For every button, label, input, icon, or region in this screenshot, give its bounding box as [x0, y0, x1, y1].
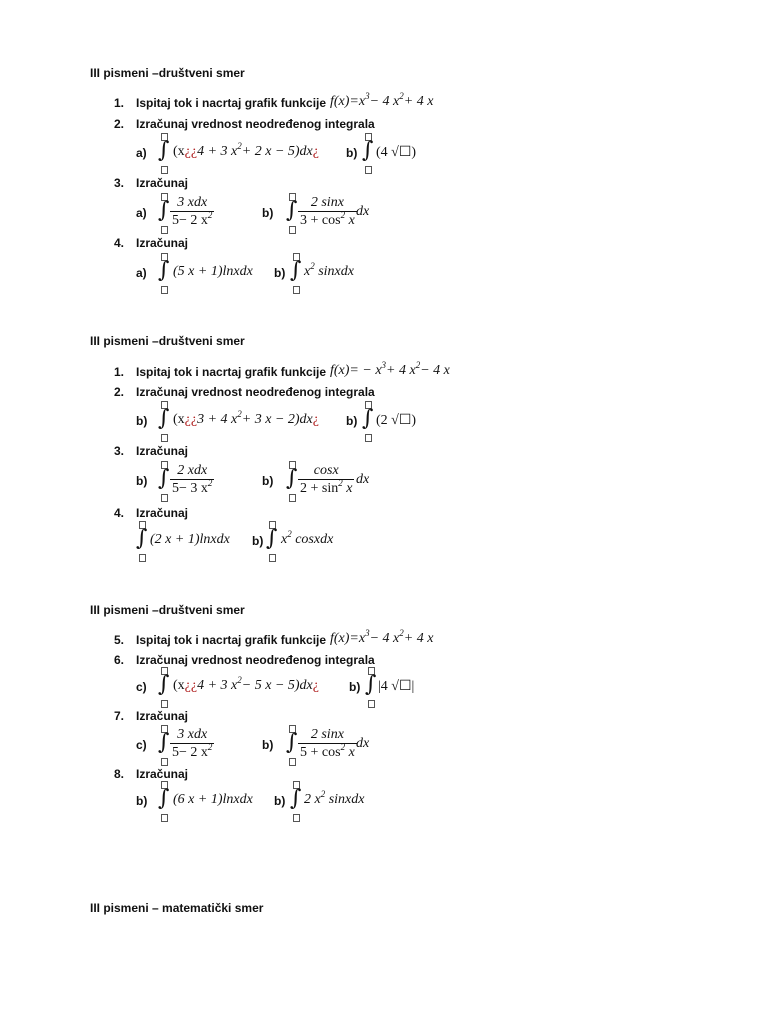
s3-item-7-text: Izračunaj: [136, 709, 189, 723]
s1-item-4-text: Izračunaj: [136, 236, 189, 250]
s2-item-2-number: 2.: [113, 385, 124, 399]
s2-item-2-text: Izračunaj vrednost neodređenog integrala: [136, 385, 375, 399]
s1-4b-label: b): [274, 266, 286, 280]
s2-2b-integrand: (2 √☐): [376, 413, 417, 428]
s3-item-7-number: 7.: [113, 709, 124, 723]
s1-2a-integrand: (x¿¿4 + 3 $x^2+ 2$ x − 5)dx¿: [173, 141, 319, 159]
s2-2a-label: b): [136, 414, 148, 428]
s1-item-4-number: 4.: [113, 236, 124, 250]
integral-icon: ∫: [158, 458, 170, 504]
section-1-heading: III pismeni –društveni smer: [90, 66, 245, 80]
section-4-heading: III pismeni – matematički smer: [90, 901, 264, 915]
s3-8b-label: b): [274, 794, 286, 808]
s3-6b-integrand: |4 √☐|: [378, 679, 415, 694]
s3-6a-integrand: (x¿¿4 + 3 $x^2- 5$ x − 5)dx¿: [173, 675, 319, 693]
s3-7b-fraction: $\frac{2 \sin x}{5 + \cos^2 x}$: [300, 727, 355, 760]
s2-4a-integrand: (2 x + 1)lnxdx: [150, 532, 230, 547]
s1-3b-differential: dx: [356, 204, 370, 219]
integral-icon: ∫: [290, 250, 302, 296]
section-2-heading: III pismeni –društveni smer: [90, 334, 245, 348]
s1-3a-label: a): [136, 206, 147, 220]
s3-item-5-number: 5.: [113, 633, 124, 647]
s2-2a-integrand: (x¿¿3 + 4 $x^2+ 3$ x − 2)dx¿: [173, 409, 319, 427]
s3-item-8-number: 8.: [113, 767, 124, 781]
s1-2b-label: b): [346, 146, 358, 160]
integral-icon: ∫: [158, 130, 170, 176]
s1-4a-label: a): [136, 266, 147, 280]
s1-item-2-number: 2.: [113, 117, 124, 131]
s3-item-5-text: Ispitaj tok i nacrtaj grafik funkcije: [136, 633, 327, 647]
s1-2b-integrand: (4 √☐): [376, 145, 417, 160]
integral-icon: ∫: [266, 518, 278, 564]
s2-function-expression: $f(x)= - x^3+ 4$ $x^2- 4$ x: [330, 360, 450, 378]
s2-3a-label: b): [136, 474, 148, 488]
integral-icon: ∫: [286, 722, 298, 768]
s2-item-4-text: Izračunaj: [136, 506, 189, 520]
s2-item-3-text: Izračunaj: [136, 444, 189, 458]
s1-2a-label: a): [136, 146, 147, 160]
integral-icon: ∫: [365, 664, 377, 710]
integral-icon: ∫: [158, 190, 170, 236]
s1-item-3-text: Izračunaj: [136, 176, 189, 190]
s3-item-6-number: 6.: [113, 653, 124, 667]
s1-item-1-text: Ispitaj tok i nacrtaj grafik funkcije: [136, 96, 327, 110]
s3-7a-label: c): [136, 738, 147, 752]
s2-3b-differential: dx: [356, 472, 370, 487]
s2-4b-label: b): [252, 534, 264, 548]
integral-icon: ∫: [286, 190, 298, 236]
s1-function-expression: $f(x)=x^3- 4$ $x^2+ 4$ x: [330, 91, 434, 109]
integral-icon: ∫: [286, 458, 298, 504]
s1-3b-fraction: $\frac{2 \sin x}{3 + \cos^2 x}$: [300, 195, 355, 228]
s3-8b-integrand: 2 $x^2$ sinxdx: [304, 789, 365, 807]
s1-4a-integrand: (5 x + 1)lnxdx: [173, 264, 253, 279]
s3-7b-differential: dx: [356, 736, 370, 751]
s3-6b-label: b): [349, 680, 361, 694]
s2-3b-fraction: $\frac{\cos x}{2 + \sin^2 x}$: [300, 463, 353, 496]
integral-icon: ∫: [158, 398, 170, 444]
s1-4b-integrand: $x^2$ sinxdx: [304, 261, 354, 279]
integral-icon: ∫: [136, 518, 148, 564]
s3-6a-label: c): [136, 680, 147, 694]
integral-icon: ∫: [158, 250, 170, 296]
s1-item-3-number: 3.: [113, 176, 124, 190]
s3-8a-label: b): [136, 794, 148, 808]
s3-8a-integrand: (6 x + 1)lnxdx: [173, 792, 253, 807]
s2-item-1-number: 1.: [113, 365, 124, 379]
integral-icon: ∫: [290, 778, 302, 824]
s2-2b-label: b): [346, 414, 358, 428]
integral-icon: ∫: [158, 778, 170, 824]
s2-4b-integrand: $x^2$ cosxdx: [281, 529, 334, 547]
s1-item-1-number: 1.: [113, 96, 124, 110]
s3-7a-fraction: 3 xdx 5− 2 $x^2$: [172, 727, 213, 760]
s1-3a-fraction: 3 xdx 5− 2 $x^2$: [172, 195, 213, 228]
s2-3a-fraction: 2 xdx 5− 3 $x^2$: [172, 463, 213, 496]
integral-icon: ∫: [158, 664, 170, 710]
integral-icon: ∫: [362, 130, 374, 176]
s2-item-1-text: Ispitaj tok i nacrtaj grafik funkcije: [136, 365, 327, 379]
s3-item-8-text: Izračunaj: [136, 767, 189, 781]
section-3-heading: III pismeni –društveni smer: [90, 603, 245, 617]
s3-item-6-text: Izračunaj vrednost neodređenog integrala: [136, 653, 375, 667]
s2-3b-label: b): [262, 474, 274, 488]
s1-3b-label: b): [262, 206, 274, 220]
s2-item-4-number: 4.: [113, 506, 124, 520]
s1-item-2-text: Izračunaj vrednost neodređenog integrala: [136, 117, 375, 131]
s3-7b-label: b): [262, 738, 274, 752]
s2-item-3-number: 3.: [113, 444, 124, 458]
integral-icon: ∫: [158, 722, 170, 768]
s3-function-expression: $f(x)=x^3- 4$ $x^2+ 4$ x: [330, 628, 434, 646]
integral-icon: ∫: [362, 398, 374, 444]
